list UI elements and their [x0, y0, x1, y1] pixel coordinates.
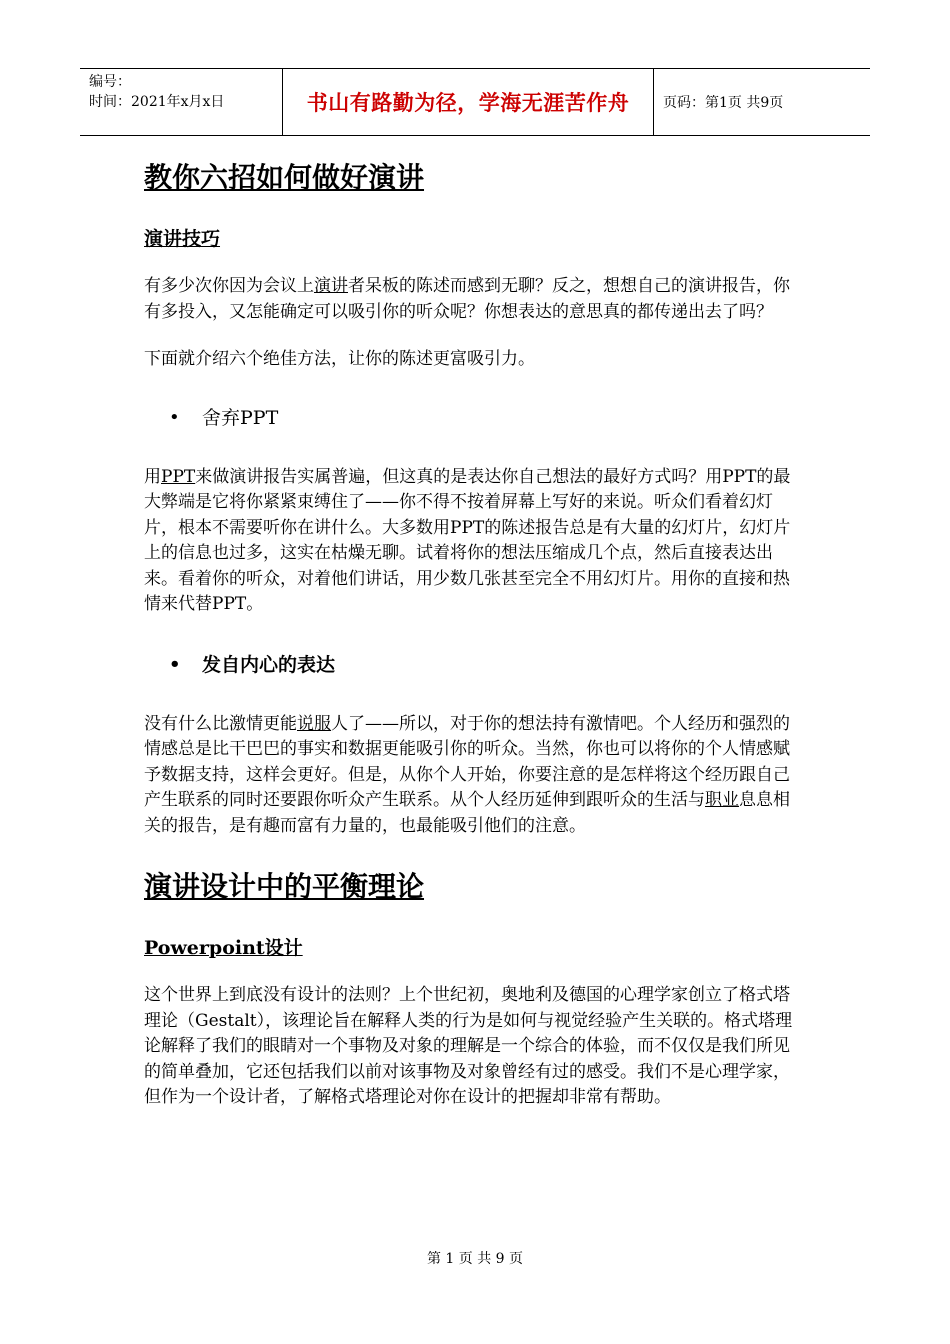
bullet-item-heartfelt	[144, 652, 804, 678]
paragraph-passion	[144, 712, 804, 840]
header-motto-cell	[282, 69, 654, 135]
header-meta	[80, 69, 282, 135]
header-page-code: 页码：第1页 共9页	[663, 95, 784, 111]
document-title: 教你六招如何做好演讲	[144, 161, 425, 194]
bullet-icon: •	[169, 406, 180, 428]
link-ppt[interactable]: PPT	[161, 466, 196, 487]
header-table	[80, 68, 870, 136]
paragraph-gestalt: 这个世界上到底没有设计的法则？上个世纪初，奥地利及德国的心理学家创立了格式塔理论（Gestalt），该理论旨在解释人类的行为是如何与视觉经验产生关联的。格式塔理论解释了我们的眼睛对一个事物及对象的理解是一个综合的体验，而不仅仅是我们所见的简单叠加，它还包括我们以前对该事物及对象曾经有过的感受。我们不是心理学家，但作为一个设计者，了解格式塔理论对你在设计的把握却非常有帮助。	[144, 985, 793, 1107]
document-time-label: 时间：2021年x月x日	[89, 94, 225, 110]
document-body	[144, 160, 804, 1111]
paragraph-ppt-pre: 用	[144, 466, 161, 487]
bullet-label: 舍弃PPT	[202, 406, 279, 429]
paragraph-passion-mid: 人了——所以，对于你的想法持有激情吧。个人经历和强烈的情感总是比干巴巴的事实和数据更能吸引你的听众。当然，你也可以将你的个人情感赋予数据支持，这样会更好。但是，从你个人开始，你要注意的是怎样将这个经历跟自己产生联系的同时还要跟你听众产生联系。从个人经历延伸到跟听众的生活与	[144, 713, 790, 810]
link-speech[interactable]: 演讲	[314, 276, 348, 296]
header-motto: 书山有路勤为径，学海无涯苦作舟	[306, 90, 630, 115]
paragraph-passion-pre: 没有什么比激情更能	[144, 713, 297, 734]
link-career[interactable]: 职业	[705, 790, 739, 810]
link-persuade[interactable]: 说服	[297, 713, 331, 734]
section-heading-powerpoint-design: Powerpoint设计	[144, 937, 303, 959]
bullet-label: 发自内心的表达	[202, 653, 336, 676]
page-footer: 第 1 页 共 9 页	[426, 1251, 524, 1267]
header-page-code-cell	[654, 69, 870, 135]
paragraph-ppt	[144, 465, 804, 618]
bullet-item-drop-ppt	[144, 405, 804, 431]
section-title-balance-theory: 演讲设计中的平衡理论	[144, 870, 425, 903]
bullet-icon: •	[169, 653, 181, 675]
paragraph-intro-pre: 有多少次你因为会议上	[144, 276, 314, 296]
paragraph-intro	[144, 274, 804, 325]
paragraph-six-methods: 下面就介绍六个绝佳方法，让你的陈述更富吸引力。	[144, 349, 535, 369]
paragraph-passion-post: 息息相关的报告，是有趣而富有力量的，也最能吸引他们的注意。	[144, 790, 790, 836]
section-heading-speech-skills: 演讲技巧	[144, 228, 221, 250]
document-number-label: 编号：	[89, 74, 131, 90]
paragraph-ppt-post: 来做演讲报告实属普遍，但这真的是表达你自己想法的最好方式吗？用PPT的最大弊端是它将你紧紧束缚住了——你不得不按着屏幕上写好的来说。听众们看着幻灯片，根本不需要听你在讲什么。大多数用PPT的陈述报告总是有大量的幻灯片，幻灯片上的信息也过多，这实在枯燥无聊。试着将你的想法压缩成几个点，然后直接表达出来。看着你的听众，对着他们讲话，用少数几张甚至完全不用幻灯片。用你的直接和热情来代替PPT。	[144, 466, 791, 614]
paragraph-intro-post: 者呆板的陈述而感到无聊？反之，想想自己的演讲报告，你有多投入，又怎能确定可以吸引你的听众呢？你想表达的意思真的都传递出去了吗？	[144, 276, 790, 322]
